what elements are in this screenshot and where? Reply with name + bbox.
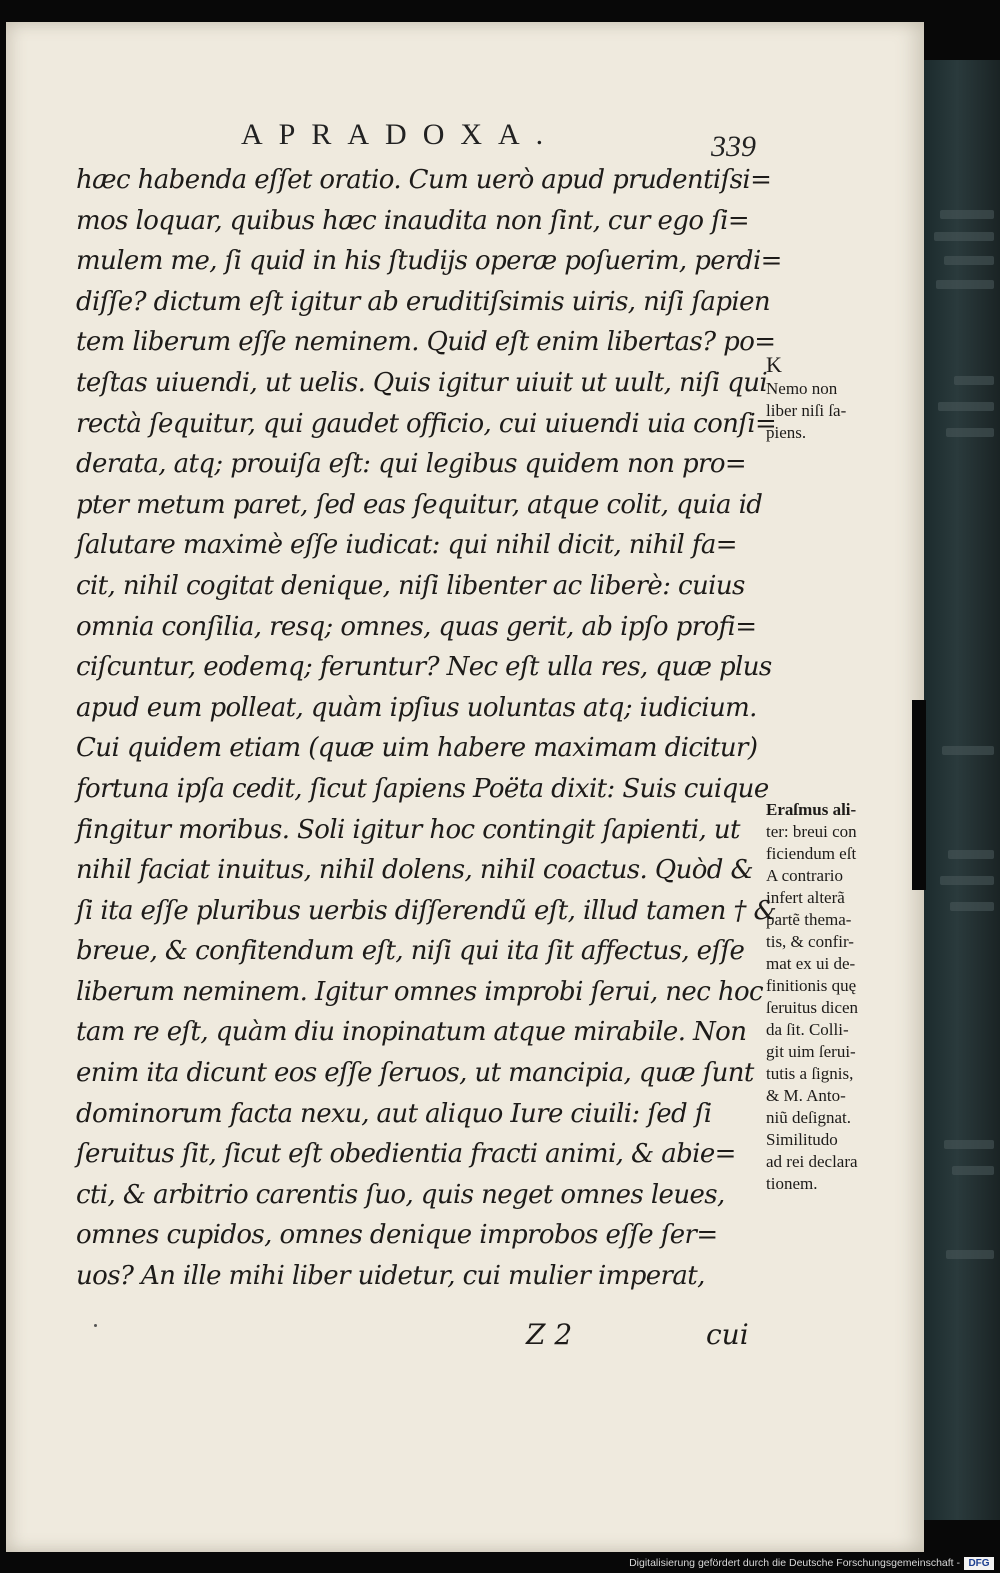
page-edge-notch (912, 700, 926, 890)
text-line: Cui quidem etiam (quæ uim habere maximam dicitur) (76, 733, 758, 764)
bleed-through-mark (944, 1140, 994, 1149)
bleed-through-mark (936, 280, 994, 289)
margin-note-line: tutis a ſignis, (766, 1064, 854, 1083)
text-line: cit, nihil cogitat denique, niſi libenter ac liberè: cuius (76, 570, 745, 601)
text-line: fortuna ipſa cedit, ſicut ſapiens Poëta dixit: Suis cuique (76, 773, 769, 804)
text-line: ſi ita eſſe pluribus uerbis diſſerendũ eſt, illud tamen † & (76, 895, 776, 926)
text-line: tem liberum eſſe neminem. Quid eſt enim libertas? po= (76, 327, 776, 358)
text-line: ciſcuntur, eodemq; feruntur? Nec eſt ulla res, quæ plus (76, 652, 772, 683)
main-text-block (76, 160, 782, 1297)
facing-page-edge (922, 60, 1000, 1520)
margin-note-line: Nemo non (766, 379, 838, 398)
catchword: cui (706, 1318, 749, 1351)
bleed-through-mark (946, 428, 994, 437)
book-page (6, 22, 924, 1552)
text-line: dominorum facta nexu, aut aliquo Iure ciuili: ſed ſi (76, 1098, 712, 1129)
margin-note-line: mat ex ui de- (766, 954, 856, 973)
dfg-logo-icon: DFG (964, 1557, 994, 1570)
margin-note-line: Eraſmus ali- (766, 800, 857, 819)
funding-credit: Digitalisierung gefördert durch die Deutsche Forschungsgemeinschaft - (629, 1557, 960, 1569)
text-line: mos loquar, quibus hæc inaudita non ſint, cur ego ſi= (76, 205, 750, 236)
bleed-through-mark (946, 1250, 994, 1259)
bleed-through-mark (938, 402, 994, 411)
text-line: breue, & confitendum eſt, niſi qui ita ſit affectus, eſſe (76, 936, 745, 967)
margin-note-line: partẽ thema- (766, 910, 852, 929)
margin-note-line: tis, & confir- (766, 932, 854, 951)
text-line: ſeruitus ſit, ſicut eſt obedientia fracti animi, & abie= (76, 1139, 736, 1170)
text-line: pter metum paret, ſed eas ſequitur, atque colit, quia id (76, 489, 763, 520)
page-number: 339 (711, 130, 756, 163)
text-line: nihil faciat inuitus, nihil dolens, nihil coactus. Quòd & (76, 855, 754, 886)
text-line: ſalutare maximè eſſe iudicat: qui nihil dicit, nihil fa= (76, 530, 737, 561)
margin-note-line: ficiendum eſt (766, 844, 857, 863)
bleed-through-mark (942, 746, 994, 755)
text-line: hæc habenda eſſet oratio. Cum uerò apud prudentiſsi= (76, 165, 772, 195)
text-line: diſſe? dictum eſt igitur ab eruditiſsimis uiris, niſi ſapien (76, 286, 771, 317)
ink-speck (94, 1324, 97, 1327)
signature-mark: Z 2 (526, 1318, 573, 1351)
margin-note-line: ter: breui con (766, 822, 857, 841)
margin-letter-k: K (766, 352, 782, 377)
text-line: cti, & arbitrio carentis ſuo, quis neget omnes leues, (76, 1179, 725, 1210)
bleed-through-mark (948, 850, 994, 859)
text-line: rectà ſequitur, qui gaudet officio, cui uiuendi uia conſi= (76, 408, 777, 439)
text-line: omnia conſilia, resq; omnes, quas gerit, ab ipſo profi= (76, 611, 757, 642)
bleed-through-mark (940, 210, 994, 219)
margin-note-line: A contrario (766, 866, 843, 885)
text-line: teſtas uiuendi, ut uelis. Quis igitur uiuit ut uult, niſi qui (76, 367, 768, 398)
text-line: derata, atq; prouiſa eſt: qui legibus quidem non pro= (76, 449, 747, 480)
text-line: fingitur moribus. Soli igitur hoc contingit ſapienti, ut (76, 814, 740, 845)
margin-note-line: finitionis quę (766, 976, 857, 995)
text-line: mulem me, ſi quid in his ſtudijs operæ poſuerim, perdi= (76, 246, 782, 277)
margin-note-line: ſeruitus dicen (766, 998, 859, 1017)
margin-note-line: piens. (766, 423, 807, 442)
text-line: omnes cupidos, omnes denique improbos eſſe ſer= (76, 1220, 718, 1251)
margin-note-line: tionem. (766, 1174, 818, 1193)
margin-note-line: & M. Anto- (766, 1086, 846, 1105)
margin-note-line: Similitudo (766, 1130, 838, 1149)
text-line: enim ita dicunt eos eſſe ſeruos, ut mancipia, quæ ſunt (76, 1058, 754, 1089)
bleed-through-mark (952, 1166, 994, 1175)
bleed-through-mark (944, 256, 994, 265)
text-line: tam re eſt, quàm diu inopinatum atque mirabile. Non (76, 1017, 747, 1048)
bleed-through-mark (940, 876, 994, 885)
bleed-through-mark (950, 902, 994, 911)
text-line: uos? An ille mihi liber uidetur, cui mulier imperat, (76, 1261, 705, 1292)
text-line: liberum neminem. Igitur omnes improbi ſerui, nec hoc (76, 976, 763, 1007)
bleed-through-mark (934, 232, 994, 241)
running-head: APRADOXA. (241, 118, 560, 151)
margin-note-line: git uim ſerui- (766, 1042, 856, 1061)
margin-note-line: infert alterã (766, 888, 845, 907)
margin-note-nemo (766, 352, 846, 444)
margin-note-line: niũ deſignat. (766, 1108, 851, 1127)
margin-note-line: ad rei declara (766, 1152, 858, 1171)
digitization-footer (0, 1551, 1000, 1573)
text-line: apud eum polleat, quàm ipſius uoluntas atq; iudicium. (76, 692, 757, 723)
margin-note-erasmus (766, 799, 858, 1195)
margin-note-line: liber niſi ſa- (766, 401, 847, 420)
bleed-through-mark (954, 376, 994, 385)
margin-note-line: da ſit. Colli- (766, 1020, 849, 1039)
